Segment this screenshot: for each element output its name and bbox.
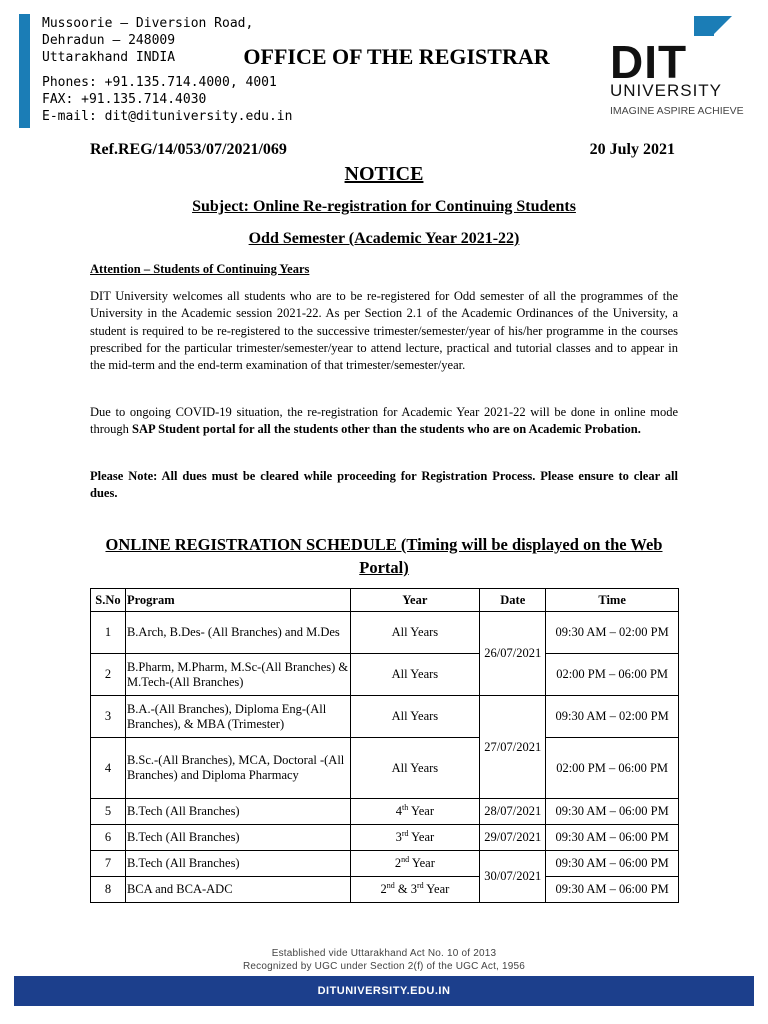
cell-year: All Years [350,654,480,696]
year-ordinal: nd [401,854,410,864]
phones: Phones: +91.135.714.4000, 4001 [42,75,277,90]
cell-date: 28/07/2021 [480,799,546,825]
paragraph-covid-bold: SAP Student portal for all the students other than the students who are on Academic Probation. [132,422,641,437]
cell-program: B.Pharm, M.Pharm, M.Sc-(All Branches) & M.Tech-(All Branches) [125,654,350,696]
paragraph-welcome: DIT University welcomes all students who are to be re-registered for Odd semester of all the programmes of the University in the Academic session 2021-22. As per Section 2.1 of the Academic Ordinances of the University, a student is required to be re-registered to the successive trimester/semester/year of his/her programme in the courses prescribed for the particular trimester/semester/year to attend lecture, practical and tutorial classes and to appear in the mid-term and the end-term examination of that trimester/semester/year. [90,289,678,373]
year-suffix: Year [423,882,450,896]
year-ordinal: rd [401,828,409,838]
footer-established-line: Established vide Uttarakhand Act No. 10 of 2013 [271,948,497,959]
footer-website-bar[interactable]: DITUNIVERSITY.EDU.IN [14,976,754,1006]
column-header: Time [546,589,679,612]
year-ordinal: th [402,802,409,812]
column-header: Date [480,589,546,612]
cell-time: 09:30 AM – 06:00 PM [546,825,679,851]
fax: FAX: +91.135.714.4030 [42,92,207,107]
cell-year [350,825,480,851]
cell-sno: 1 [91,612,126,654]
cell-time: 02:00 PM – 06:00 PM [546,654,679,696]
year-number: 4 [395,804,403,818]
logo-arrow-icon [714,16,732,34]
notice-semester: Odd Semester (Academic Year 2021-22) [248,230,520,247]
notice-heading: NOTICE [344,163,424,185]
cell-time: 09:30 AM – 02:00 PM [546,612,679,654]
cell-sno: 4 [91,738,126,799]
footer-establishment [0,947,768,973]
table-row [91,654,679,696]
paragraph-dues-note: Please Note: All dues must be cleared while proceeding for Registration Process. Please ensure to clear all dues. [90,469,678,501]
address-line: Mussoorie – Diversion Road, [42,16,254,31]
cell-program: B.Tech (All Branches) [125,825,350,851]
table-row [91,738,679,799]
logo-main-text: DIT [610,36,688,88]
cell-time: 09:30 AM – 06:00 PM [546,799,679,825]
cell-date: 30/07/2021 [480,851,546,903]
dit-university-logo [606,16,746,126]
cell-sno: 6 [91,825,126,851]
cell-date: 27/07/2021 [480,696,546,799]
header-accent-bar [19,14,30,128]
cell-date: 29/07/2021 [480,825,546,851]
schedule-table [90,588,679,903]
email: E-mail: dit@dituniversity.edu.in [42,109,293,124]
year-mid: & 3 [394,882,417,896]
cell-time: 09:30 AM – 06:00 PM [546,851,679,877]
cell-program: B.Arch, B.Des- (All Branches) and M.Des [125,612,350,654]
year-ordinal: rd [416,880,424,890]
cell-year [350,877,480,903]
year-number: 3 [395,830,402,844]
cell-sno: 8 [91,877,126,903]
table-row [91,877,679,903]
table-header-row [91,589,679,612]
table-row [91,612,679,654]
cell-time: 02:00 PM – 06:00 PM [546,738,679,799]
cell-year [350,851,480,877]
cell-year [350,799,480,825]
cell-program: B.Tech (All Branches) [125,851,350,877]
paragraph-covid [90,404,678,439]
table-row [91,696,679,738]
year-number: 2 [394,856,402,870]
logo-square-icon [694,16,714,36]
cell-year: All Years [350,612,480,654]
notice-subject: Subject: Online Re-registration for Continuing Students [192,198,576,215]
cell-sno: 3 [91,696,126,738]
table-row [91,799,679,825]
year-number: 2 [380,882,387,896]
office-title: OFFICE OF THE REGISTRAR [243,44,550,69]
cell-program: B.A.-(All Branches), Diploma Eng-(All Branches), & MBA (Trimester) [125,696,350,738]
year-suffix: Year [408,830,435,844]
reference-number: Ref.REG/14/053/07/2021/069 [90,141,287,158]
table-row [91,851,679,877]
cell-program: B.Sc.-(All Branches), MCA, Doctoral -(All Branches) and Diploma Pharmacy [125,738,350,799]
column-header: Year [350,589,480,612]
schedule-title: ONLINE REGISTRATION SCHEDULE (Timing will be displayed on the Web Portal) [105,535,663,577]
paragraph-covid-text: Due to ongoing COVID-19 situation, the re-registration for Academic Year 2021-22 will be done in online mode through [90,405,678,437]
address-line: Uttarakhand INDIA [42,50,176,65]
contact-block [42,74,292,125]
year-suffix: Year [409,856,435,870]
table-row [91,825,679,851]
cell-sno: 2 [91,654,126,696]
logo-sub-text: UNIVERSITY [610,81,723,100]
cell-program: B.Tech (All Branches) [125,799,350,825]
cell-time: 09:30 AM – 06:00 PM [546,877,679,903]
column-header: S.No [91,589,126,612]
address-line: Dehradun – 248009 [42,33,176,48]
year-suffix: Year [408,804,434,818]
cell-year: All Years [350,696,480,738]
cell-program: BCA and BCA-ADC [125,877,350,903]
year-ordinal: nd [386,880,395,890]
logo-tagline: IMAGINE ASPIRE ACHIEVE [610,105,744,117]
cell-time: 09:30 AM – 02:00 PM [546,696,679,738]
column-header: Program [125,589,350,612]
footer-recognized-line: Recognized by UGC under Section 2(f) of the UGC Act, 1956 [242,961,526,972]
notice-date: 20 July 2021 [589,141,675,158]
cell-year: All Years [350,738,480,799]
cell-sno: 5 [91,799,126,825]
cell-date: 26/07/2021 [480,612,546,696]
attention-line: Attention – Students of Continuing Years [90,262,310,276]
cell-sno: 7 [91,851,126,877]
